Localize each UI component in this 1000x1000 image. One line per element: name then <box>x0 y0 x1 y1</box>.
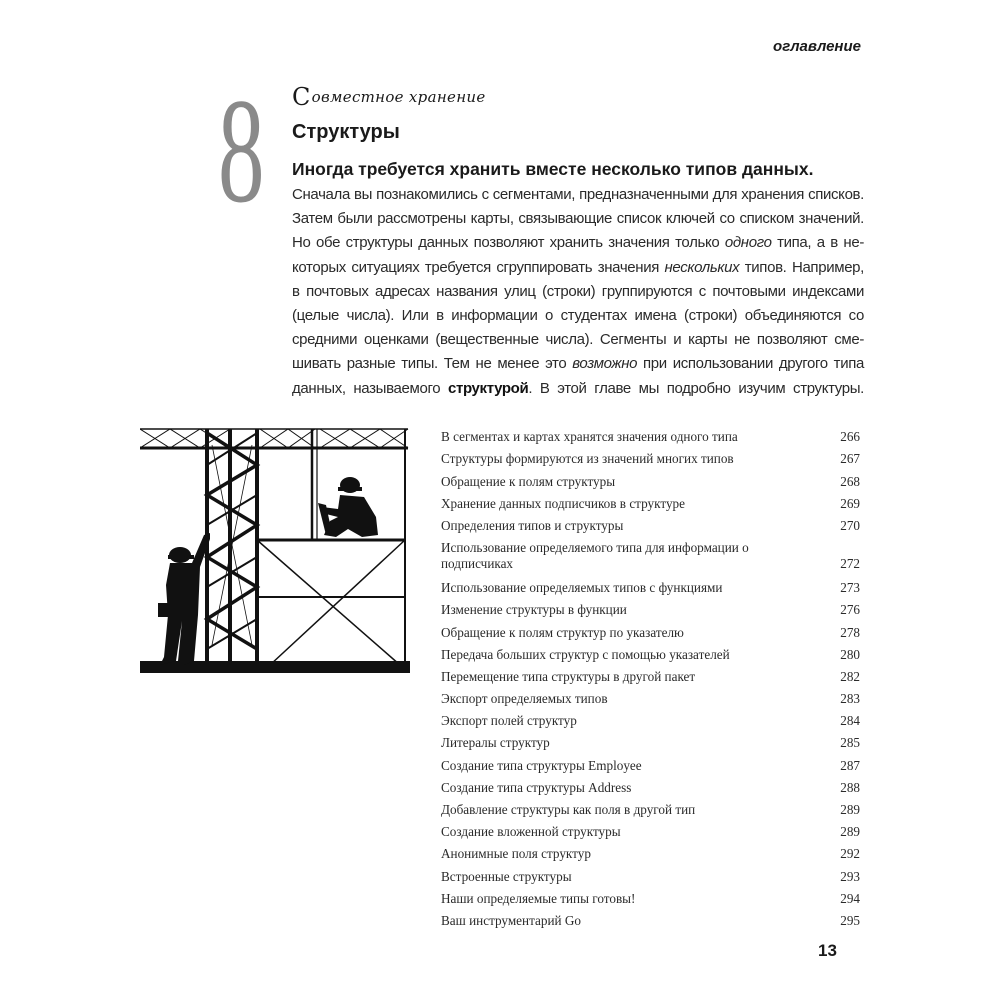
toc-entry-title: Анонимные поля структур <box>441 846 591 862</box>
toc-entry[interactable] <box>441 663 860 685</box>
toc-entry-page: 284 <box>840 713 860 729</box>
intro-text: в почтовых адресах названия улиц (строки) группируются с почтовыми индексами <box>292 282 864 300</box>
intro-text: Затем были рассмотрены карты, связывающие список ключей со списком значений. <box>292 210 864 228</box>
toc-entry-title: Обращение к полям структуры <box>441 473 616 489</box>
toc-entry-title: Перемещение типа структуры в другой пакет <box>441 668 696 684</box>
toc-entry-page: 294 <box>840 890 860 906</box>
toc-entry-page: 293 <box>840 868 860 884</box>
intro-text: (целые числа). Или в информации о студентах имена (строки) объединяются со <box>292 307 864 325</box>
toc-entry-title: Наши определяемые типы готовы! <box>441 890 636 906</box>
toc-entry[interactable] <box>441 774 860 796</box>
toc-entry-title: Хранение данных подписчиков в структуре <box>441 495 685 511</box>
chapter-intro <box>292 183 864 401</box>
intro-text: . В этой главе мы подробно изучим структуры. <box>528 379 864 397</box>
intro-text: средними оценками (вещественные числа). Сегменты и карты не позволяют сме- <box>292 331 864 349</box>
intro-text: данных, называемого <box>292 379 448 397</box>
toc-entry-title: Экспорт полей структур <box>441 713 577 729</box>
intro-line <box>292 207 864 231</box>
toc-entry-page: 276 <box>840 602 860 618</box>
toc-entry[interactable] <box>441 685 860 707</box>
toc-entry[interactable] <box>441 729 860 751</box>
intro-text: Сначала вы познакомились с сегментами, предназначенными для хранения списков. <box>292 186 864 203</box>
toc-entry-page: 280 <box>840 646 860 662</box>
toc-entry[interactable] <box>441 862 860 884</box>
intro-text: при использовании другого типа <box>637 355 864 373</box>
intro-text: которых ситуациях требуется сгруппировать значения <box>292 258 665 276</box>
toc-entry-title: Создание типа структуры Employee <box>441 757 642 773</box>
intro-line <box>292 377 864 401</box>
toc-entry-page: 285 <box>840 735 860 751</box>
toc-entry[interactable] <box>441 536 860 572</box>
intro-emphasis: одного <box>724 234 772 252</box>
toc-entry-page: 268 <box>840 473 860 489</box>
toc-entry-page: 287 <box>840 757 860 773</box>
chapter-kicker <box>292 83 486 111</box>
toc-entry[interactable] <box>441 641 860 663</box>
toc-entry[interactable] <box>441 751 860 773</box>
toc-entry-title: Использование определяемого типа для информации о подписчиках <box>441 539 749 571</box>
toc-entry[interactable] <box>441 796 860 818</box>
kicker-text: овместное хранение <box>311 88 486 106</box>
workers-on-scaffolding-icon <box>140 425 410 675</box>
intro-emphasis: возможно <box>572 355 638 373</box>
table-of-contents <box>441 423 860 929</box>
toc-entry-title: Добавление структуры как поля в другой тип <box>441 802 696 817</box>
toc-entry-page: 289 <box>840 824 860 840</box>
toc-entry[interactable] <box>441 512 860 534</box>
toc-entry[interactable] <box>441 707 860 729</box>
scaffolding-illustration <box>140 425 410 675</box>
intro-text: Но обе структуры данных позволяют хранить значения только <box>292 234 725 252</box>
intro-text: типа, а в не- <box>771 234 864 252</box>
toc-entry-title: Использование определяемых типов с функциями <box>441 580 723 596</box>
toc-entry[interactable] <box>441 840 860 862</box>
chapter-lead: Иногда требуется хранить вместе несколько типов данных. <box>292 159 814 179</box>
intro-line <box>292 352 864 376</box>
toc-entry[interactable] <box>441 618 860 640</box>
intro-text: типов. Например, <box>739 258 864 276</box>
toc-entry-page: 295 <box>840 912 860 928</box>
toc-entry-title: Определения типов и структуры <box>441 517 624 533</box>
page-number: 13 <box>818 941 837 960</box>
toc-entry-page: 278 <box>840 624 860 640</box>
toc-entry-title: Экспорт определяемых типов <box>441 691 608 707</box>
toc-entry-page: 289 <box>840 802 860 817</box>
toc-entry-page: 267 <box>840 451 860 467</box>
toc-entry[interactable] <box>441 467 860 489</box>
toc-entry[interactable] <box>441 596 860 618</box>
intro-line <box>292 304 864 328</box>
toc-entry-page: 283 <box>840 691 860 707</box>
toc-entry-page: 292 <box>840 846 860 862</box>
toc-entry[interactable] <box>441 423 860 445</box>
toc-entry[interactable] <box>441 490 860 512</box>
running-head: оглавление <box>773 38 861 55</box>
intro-line <box>292 231 864 255</box>
toc-entry-title: Изменение структуры в функции <box>441 602 627 618</box>
intro-line <box>292 256 864 280</box>
chapter-title: Структуры <box>292 121 400 143</box>
toc-entry-title: Создание типа структуры Address <box>441 779 632 795</box>
toc-entry-title: Литералы структур <box>441 735 550 751</box>
intro-line <box>292 328 864 352</box>
toc-entry[interactable] <box>441 885 860 907</box>
toc-entry-title: Создание вложенной структуры <box>441 824 621 840</box>
intro-text: шивать разные типы. Тем не менее это <box>292 355 573 373</box>
toc-entry-title: Ваш инструментарий Go <box>441 912 581 928</box>
toc-entry-page: 270 <box>840 517 860 533</box>
kicker-initial: С <box>292 83 311 111</box>
toc-entry-title: Встроенные структуры <box>441 868 572 884</box>
intro-strong: структурой <box>447 379 529 397</box>
chapter-number: 8 <box>218 68 265 234</box>
toc-entry-page: 282 <box>840 668 860 684</box>
toc-entry-title: Структуры формируются из значений многих типов <box>441 451 734 467</box>
toc-entry[interactable] <box>441 818 860 840</box>
toc-entry-page: 269 <box>840 495 860 511</box>
toc-entry-title: Передача больших структур с помощью указателей <box>441 646 730 662</box>
intro-emphasis: нескольких <box>664 258 740 276</box>
toc-entry-title: Обращение к полям структур по указателю <box>441 624 684 640</box>
toc-entry[interactable] <box>441 574 860 596</box>
toc-entry[interactable] <box>441 445 860 467</box>
toc-entry-page: 272 <box>840 555 860 571</box>
toc-entry-page: 288 <box>840 779 860 795</box>
toc-entry-page: 273 <box>840 580 860 596</box>
intro-line <box>292 280 864 304</box>
intro-line <box>292 183 864 207</box>
toc-entry[interactable] <box>441 907 860 929</box>
toc-entry-title: В сегментах и картах хранятся значения одного типа <box>441 429 738 445</box>
toc-entry-page: 266 <box>840 429 860 445</box>
